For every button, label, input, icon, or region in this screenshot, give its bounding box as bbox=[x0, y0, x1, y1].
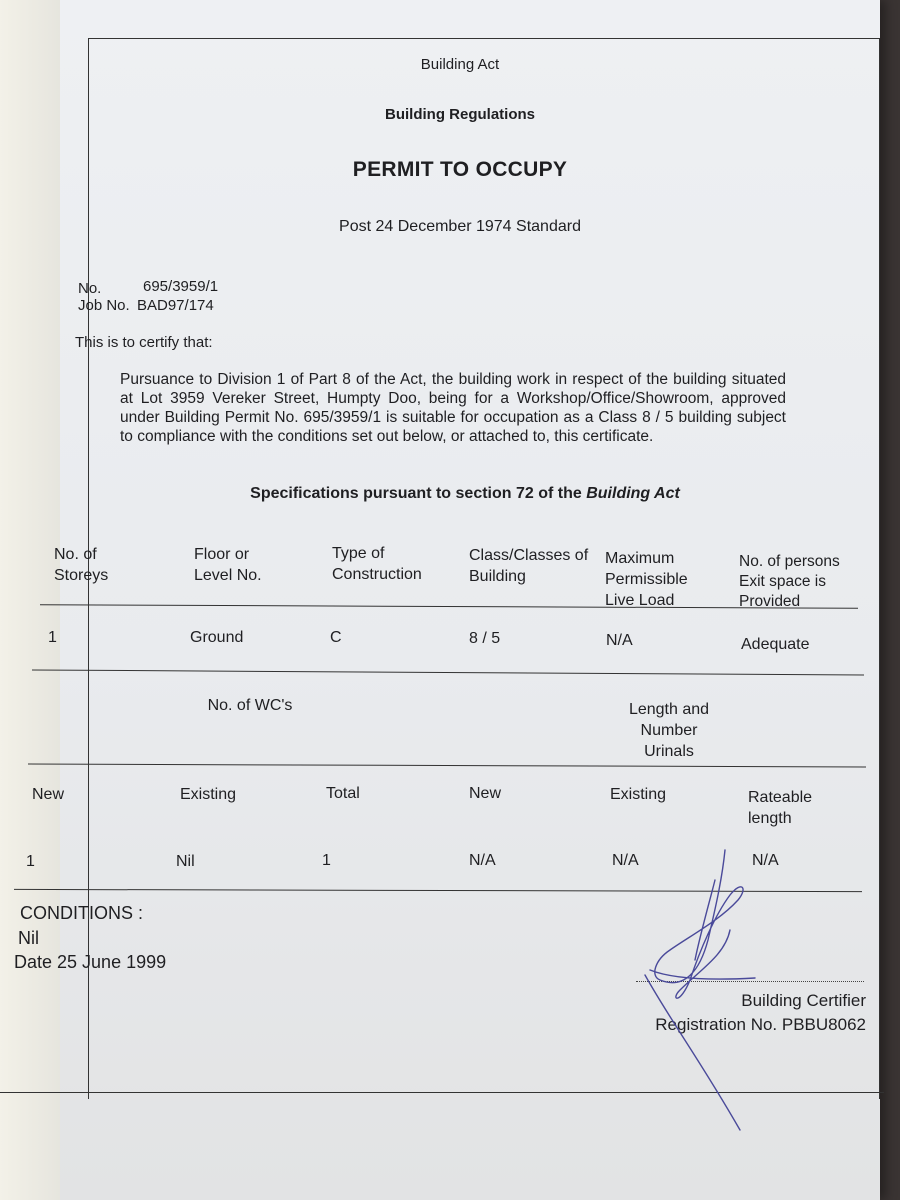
header-class: Class/Classes of Building bbox=[469, 547, 589, 585]
issue-date: Date 25 June 1999 bbox=[14, 952, 167, 972]
regulations-heading: Building Regulations bbox=[385, 106, 535, 123]
specifications-title bbox=[120, 485, 810, 503]
header-storeys: No. of Storeys bbox=[54, 546, 109, 584]
header-wc-total: Total bbox=[326, 785, 360, 802]
page-shadow bbox=[0, 0, 60, 1200]
page-title: PERMIT TO OCCUPY bbox=[352, 158, 568, 181]
cell-floor: Ground bbox=[190, 629, 244, 646]
header-construction: Type of Construction bbox=[332, 545, 422, 583]
header-wc-new: New bbox=[32, 786, 65, 803]
cell-urinal-existing: N/A bbox=[612, 852, 639, 869]
job-number-label: Job No. bbox=[78, 297, 130, 314]
cell-class: 8 / 5 bbox=[469, 630, 501, 647]
header-wc-existing: Existing bbox=[180, 786, 237, 803]
conditions-value: Nil bbox=[18, 928, 39, 948]
cell-construction: C bbox=[330, 629, 342, 646]
spec-title-act: Building Act bbox=[586, 485, 680, 502]
cell-wc-total: 1 bbox=[322, 852, 331, 869]
cell-urinal-new: N/A bbox=[469, 852, 496, 869]
header-urinal-new: New bbox=[469, 785, 502, 802]
permit-number: 695/3959/1 bbox=[143, 278, 219, 295]
job-number: BAD97/174 bbox=[137, 297, 214, 314]
cell-live-load: N/A bbox=[606, 632, 633, 649]
header-floor: Floor or Level No. bbox=[194, 546, 262, 584]
urinals-group-header: Length and Number Urinals bbox=[628, 701, 710, 760]
cell-wc-new: 1 bbox=[26, 853, 35, 870]
wc-group-header: No. of WC's bbox=[207, 697, 293, 714]
certification-paragraph: Pursuance to Division 1 of Part 8 of the Act, the building work in respect of the building situated at Lot 3959 Vereker Street, Humpty Doo, being for a Workshop/Office/Showroom, approved under Building Permit No. 695/3959/1 is suitable for occupation as a Class 8 / 5 building subject to compliance with the conditions set out below, or attached to, this certificate. bbox=[120, 371, 786, 445]
cell-persons: Adequate bbox=[741, 636, 810, 653]
act-heading: Building Act bbox=[420, 56, 500, 73]
certifier-registration: Registration No. PBBU8062 bbox=[655, 1015, 866, 1034]
permit-number-label: No. bbox=[78, 280, 102, 297]
certify-intro: This is to certify that: bbox=[75, 334, 213, 351]
header-urinal-rateable: Rateable length bbox=[748, 789, 813, 827]
cell-storeys: 1 bbox=[48, 629, 57, 646]
cell-urinal-rateable: N/A bbox=[752, 852, 779, 869]
conditions-label: CONDITIONS : bbox=[20, 903, 144, 923]
certifier-signature bbox=[630, 840, 770, 1140]
certifier-role: Building Certifier bbox=[741, 991, 866, 1010]
header-urinal-existing: Existing bbox=[610, 786, 667, 803]
header-live-load: Maximum Permissible Live Load bbox=[605, 550, 688, 609]
standard-subtitle: Post 24 December 1974 Standard bbox=[339, 218, 581, 235]
cell-wc-existing: Nil bbox=[176, 853, 195, 870]
spec-title-text: Specifications pursuant to section 72 of the bbox=[250, 485, 587, 502]
header-persons: No. of persons Exit space is Provided bbox=[739, 553, 840, 610]
